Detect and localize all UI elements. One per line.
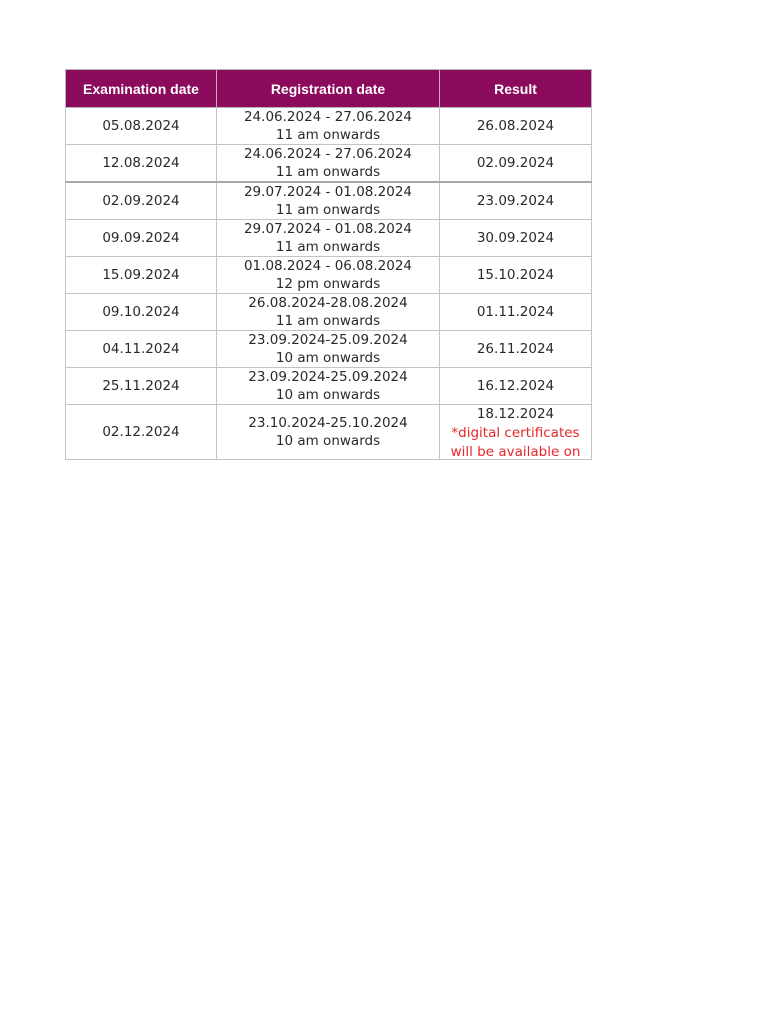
result-cell-with-note bbox=[440, 405, 592, 460]
registration-range: 29.07.2024 - 01.08.2024 bbox=[243, 184, 413, 200]
registration-time: 11 am onwards bbox=[275, 239, 381, 255]
registration-range: 23.09.2024-25.09.2024 bbox=[248, 332, 408, 348]
registration-range: 24.06.2024 - 27.06.2024 bbox=[243, 146, 413, 162]
registration-cell bbox=[217, 405, 440, 460]
result-date-cell: 26.11.2024 bbox=[440, 331, 592, 368]
result-date-cell: 26.08.2024 bbox=[440, 108, 592, 145]
table-row bbox=[66, 405, 592, 460]
registration-range: 24.06.2024 - 27.06.2024 bbox=[243, 109, 413, 125]
registration-cell bbox=[217, 182, 440, 220]
header-registration-date: Registration date bbox=[217, 70, 440, 108]
result-date-cell: 16.12.2024 bbox=[440, 368, 592, 405]
exam-date-cell: 25.11.2024 bbox=[66, 368, 217, 405]
registration-range: 23.10.2024-25.10.2024 bbox=[248, 415, 408, 431]
header-result: Result bbox=[440, 70, 592, 108]
header-examination-date: Examination date bbox=[66, 70, 217, 108]
registration-cell bbox=[217, 220, 440, 257]
result-date-cell: 01.11.2024 bbox=[440, 294, 592, 331]
digital-certificate-note-line2: will be available on bbox=[450, 444, 581, 459]
result-note-wrapper bbox=[440, 405, 591, 459]
registration-range: 23.09.2024-25.09.2024 bbox=[248, 369, 408, 385]
result-date-cell: 23.09.2024 bbox=[440, 182, 592, 220]
exam-schedule-table bbox=[65, 69, 592, 460]
registration-time: 12 pm onwards bbox=[275, 276, 381, 292]
table-row bbox=[66, 108, 592, 145]
exam-date-cell: 09.10.2024 bbox=[66, 294, 217, 331]
exam-date-cell: 12.08.2024 bbox=[66, 145, 217, 183]
exam-date-cell: 04.11.2024 bbox=[66, 331, 217, 368]
result-date: 18.12.2024 bbox=[476, 406, 555, 422]
result-date-cell: 30.09.2024 bbox=[440, 220, 592, 257]
registration-range: 01.08.2024 - 06.08.2024 bbox=[243, 258, 413, 274]
registration-cell bbox=[217, 108, 440, 145]
registration-time: 11 am onwards bbox=[275, 164, 381, 180]
exam-date-cell: 05.08.2024 bbox=[66, 108, 217, 145]
exam-date-cell: 15.09.2024 bbox=[66, 257, 217, 294]
registration-range: 29.07.2024 - 01.08.2024 bbox=[243, 221, 413, 237]
registration-cell bbox=[217, 257, 440, 294]
exam-date-cell: 02.09.2024 bbox=[66, 182, 217, 220]
table-row bbox=[66, 331, 592, 368]
registration-cell bbox=[217, 331, 440, 368]
table-row bbox=[66, 368, 592, 405]
table-row bbox=[66, 145, 592, 183]
result-date-cell: 15.10.2024 bbox=[440, 257, 592, 294]
table-header-row bbox=[66, 70, 592, 108]
registration-time: 11 am onwards bbox=[275, 202, 381, 218]
table-row bbox=[66, 257, 592, 294]
exam-date-cell: 09.09.2024 bbox=[66, 220, 217, 257]
registration-range: 26.08.2024-28.08.2024 bbox=[248, 295, 408, 311]
registration-time: 10 am onwards bbox=[275, 387, 381, 403]
result-date-cell: 02.09.2024 bbox=[440, 145, 592, 183]
registration-cell bbox=[217, 145, 440, 183]
registration-time: 11 am onwards bbox=[275, 313, 381, 329]
table-row bbox=[66, 220, 592, 257]
table-row bbox=[66, 294, 592, 331]
registration-cell bbox=[217, 368, 440, 405]
registration-time: 11 am onwards bbox=[275, 127, 381, 143]
exam-date-cell: 02.12.2024 bbox=[66, 405, 217, 460]
registration-time: 10 am onwards bbox=[275, 433, 381, 449]
registration-cell bbox=[217, 294, 440, 331]
digital-certificate-note-line1: *digital certificates bbox=[451, 425, 580, 441]
table-row bbox=[66, 182, 592, 220]
registration-time: 10 am onwards bbox=[275, 350, 381, 366]
